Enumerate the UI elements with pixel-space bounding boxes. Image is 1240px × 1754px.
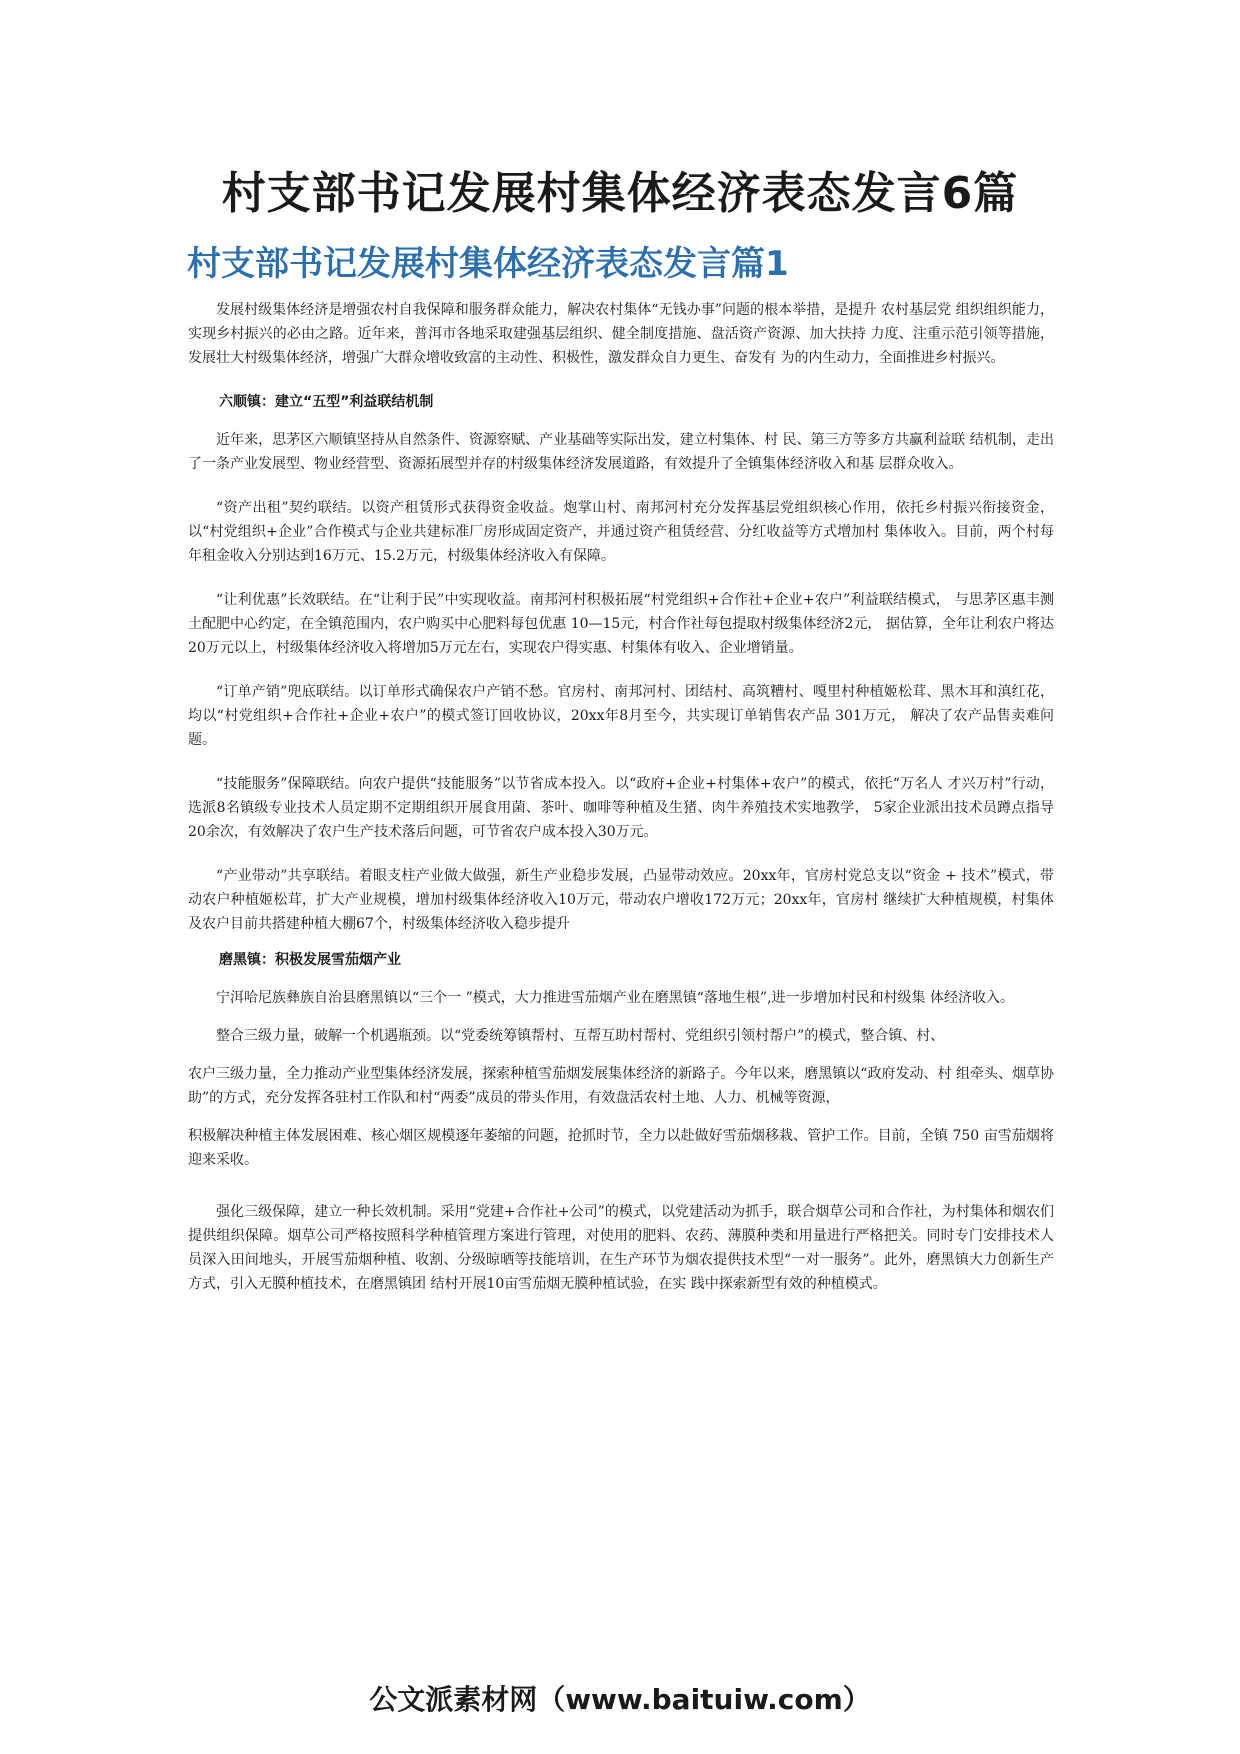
page-title: 村支部书记发展村集体经济表态发言6篇 [221, 168, 1019, 219]
footer-source: 公文派素材网（www.baituiw.com） [369, 1683, 871, 1716]
paragraph: 近年来，思茅区六顺镇坚持从自然条件、资源察赋、产业基础等实际出发，建立村集体、村 民、第三方等多方共赢利益联 结机制，走出了一条产业发展型、物业经营型、资源拓展型并存的村级集体经济发展道路，有效提升了全镇集体经济收入和基 层群众收入。 [188, 432, 1054, 472]
paragraph: “资产出租”契约联结。以资产租赁形式获得资金收益。炮掌山村、南邦河村充分发挥基层党组织核心作用，依托乡村振兴衔接资金，以“村党组织+企业”合作模式与企业共建标准厂房形成固定资产，并通过资产租赁经营、分红收益等方式增加村 集体收入。目前，两个村每年租金收入分别达到16万元、15.2万元，村级集体经济收入有保障。 [188, 500, 1054, 564]
paragraph-continued: 农户三级力量，全力推动产业型集体经济发展，探索种植雪茄烟发展集体经济的新路子。今年以来，磨黑镇以“政府发动、村 组牵头、烟草协助”的方式，充分发挥各驻村工作队和村“两委”成员的带头作用，有效盘活农村土地、人力、机械等资源， [188, 1066, 1054, 1106]
paragraph: 宁洱哈尼族彝族自治县磨黑镇以“三个一 ”模式，大力推进雪茄烟产业在磨黑镇“落地生根”,进一步增加村民和村级集 体经济收入。 [216, 990, 1014, 1006]
paragraph: 发展村级集体经济是增强农村自我保障和服务群众能力，解决农村集体“无钱办事”问题的根本举措，是提升 农村基层党 组织组织能力，实现乡村振兴的必由之路。近年来，普洱市各地采取建强基层组织、健全制度措施、盘活资产资源、加大扶持 力度、注重示范引领等措施，发展壮大村级集体经济，增强广大群众增收致富的主动性、积极性，激发群众自力更生、奋发有 为的内生动力，全面推进乡村振兴。 [188, 302, 1054, 366]
paragraph: 整合三级力量，破解一个机遇瓶颈。以“党委统筹镇帮村、互帮互助村帮村、党组织引领村帮户”的模式，整合镇、村、 [216, 1028, 945, 1044]
paragraph: “订单产销”兜底联结。以订单形式确保农户产销不愁。官房村、南邦河村、团结村、高筑糟村、嘎里村种植姬松茸、黑木耳和滇红花，均以“村党组织+合作社+企业+农户”的模式签订回收协议，20xx年8月至今，共实现订单销售农产品 301万元， 解决了农产品售卖难问题。 [188, 684, 1054, 748]
document-body [188, 298, 1054, 1316]
section-heading: 六顺镇：建立“五型”利益联结机制 [219, 394, 434, 410]
section-heading: 磨黑镇：积极发展雪茄烟产业 [219, 952, 401, 968]
paragraph: 强化三级保障，建立一种长效机制。采用“党建+合作社+公司”的模式，以党建活动为抓手，联合烟草公司和合作社，为村集体和烟农们提供组织保障。烟草公司严格按照科学种植管理方案进行管理，对使用的肥料、农药、薄膜种类和用量进行严格把关。同时专门安排技术人员深入田间地头，开展雪茄烟种植、收割、分级晾晒等技能培训，在生产环节为烟农提供技术型“一对一服务”。此外，磨黑镇大力创新生产方式，引入无膜种植技术，在磨黑镇团 结村开展10亩雪茄烟无膜种植试验，在实 践中探索新型有效的种植模式。 [188, 1204, 1054, 1292]
paragraph: “技能服务”保障联结。向农户提供“技能服务”以节省成本投入。以“政府+企业+村集体+农户”的模式，依托“万名人 才兴万村”行动，选派8名镇级专业技术人员定期不定期组织开展食用菌、茶叶、咖啡等种植及生猪、肉牛养殖技术实地教学， 5家企业派出技术员蹲点指导20余次，有效解决了农户生产技术落后问题，可节省农户成本投入30万元。 [188, 776, 1054, 840]
section-title: 村支部书记发展村集体经济表态发言篇1 [187, 244, 789, 284]
paragraph-continued: 积极解决种植主体发展困难、核心烟区规模逐年萎缩的问题，抢抓时节，全力以赴做好雪茄烟移栽、管护工作。目前，全镇 750 亩雪茄烟将迎来采收。 [188, 1128, 1054, 1168]
paragraph: “产业带动”共享联结。着眼支柱产业做大做强，新生产业稳步发展，凸显带动效应。20xx年，官房村党总支以“资金 + 技术”模式，带动农户种植姬松茸，扩大产业规模，增加村级集体经济收入10万元，带动农户增收172万元；20xx年，官房村 继续扩大种植规模，村集体及农户目前共搭建种植大棚67个，村级集体经济收入稳步提升 [188, 868, 1054, 932]
paragraph: “让利优惠”长效联结。在“让利于民”中实现收益。南邦河村积极拓展“村党组织+合作社+企业+农户”利益联结模式， 与思茅区惠丰测土配肥中心约定，在全镇范围内，农户购买中心肥料每包优惠 10—15元，村合作社每包提取村级集体经济2元， 据估算，全年让利农户将达20万元以上，村级集体经济收入将增加5万元左右，实现农户得实惠、村集体有收入、企业增销量。 [188, 592, 1054, 656]
